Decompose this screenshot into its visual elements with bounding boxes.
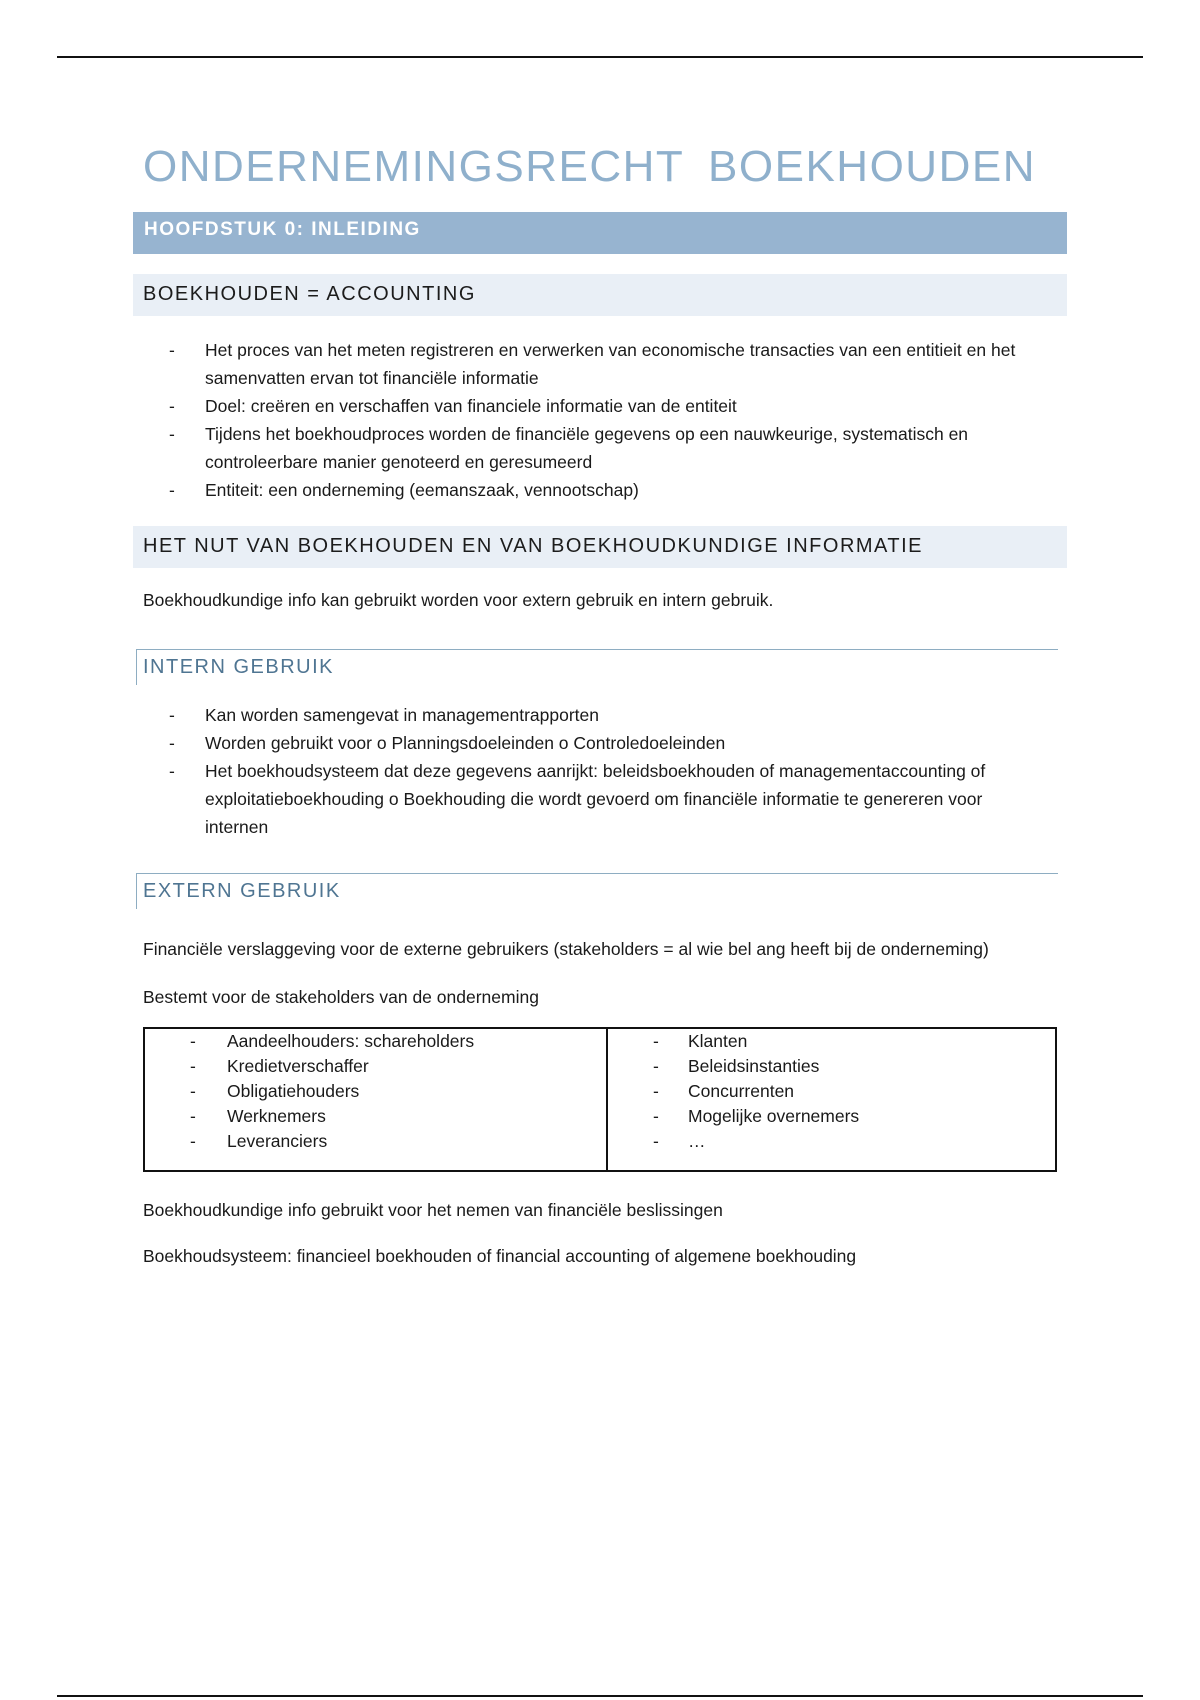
document-title (143, 140, 1067, 194)
stakeholders-table (143, 1027, 1057, 1172)
list-item: - Worden gebruikt voor o Planningsdoeleinden o Controledoeleinden (169, 733, 726, 753)
extern-paragraph-2: Bestemt voor de stakeholders van de onderneming (143, 987, 539, 1007)
list-item: - Tijdens het boekhoudproces worden de financiële gegevens op een nauwkeurige, systematisch en controleerbare manier genoteerd en geresumeerd (169, 424, 969, 472)
subheading-extern-gebruik: EXTERN GEBRUIK (136, 873, 1058, 909)
list-item: - Werknemers (190, 1106, 326, 1126)
stakeholders-column-left (145, 1029, 608, 1170)
list-item: - Obligatiehouders (190, 1081, 360, 1101)
bottom-rule (57, 1695, 1143, 1697)
list-item: - Klanten (653, 1031, 748, 1051)
section-heading-accounting: BOEKHOUDEN = ACCOUNTING (133, 274, 1067, 316)
list-item: - Het proces van het meten registreren en verwerken van economische transacties van een entitieit en het samenvatten ervan tot financiële informatie (169, 340, 1016, 388)
list-item: - Het boekhoudsysteem dat deze gegevens aanrijkt: beleidsboekhouden of managementaccounting of exploitatieboekhouding o Boekhouding die wordt gevoerd om financiële informatie te genereren voor internen (169, 761, 986, 837)
extern-paragraph-4: Boekhoudsysteem: financieel boekhouden of financial accounting of algemene boekhouding (143, 1246, 857, 1266)
list-item: - Concurrenten (653, 1081, 795, 1101)
chapter-heading: HOOFDSTUK 0: INLEIDING (133, 212, 1067, 254)
subheading-intern-gebruik: INTERN GEBRUIK (136, 649, 1058, 685)
extern-paragraph-1: Financiële verslaggeving voor de externe gebruikers (stakeholders = al wie bel ang heeft bij de onderneming) (143, 939, 989, 959)
section-heading-nut: HET NUT VAN BOEKHOUDEN EN VAN BOEKHOUDKUNDIGE INFORMATIE (133, 526, 1067, 568)
title-part-2: BOEKHOUDEN (708, 142, 1036, 191)
list-item: - Kan worden samengevat in managementrapporten (169, 705, 599, 725)
list-item: - Mogelijke overnemers (653, 1106, 860, 1126)
list-item: - Leveranciers (190, 1131, 328, 1151)
title-part-1: ONDERNEMINGSRECHT (143, 142, 685, 191)
extern-paragraph-3: Boekhoudkundige info gebruikt voor het nemen van financiële beslissingen (143, 1200, 723, 1220)
intern-bullet-list (133, 701, 1067, 841)
list-item: - Beleidsinstanties (653, 1056, 820, 1076)
accounting-bullet-list (133, 336, 1067, 504)
list-item: - … (653, 1131, 706, 1151)
page-content (133, 140, 1067, 1270)
list-item: - Doel: creëren en verschaffen van financiele informatie van de entiteit (169, 396, 737, 416)
top-rule (57, 56, 1143, 58)
list-item: - Kredietverschaffer (190, 1056, 369, 1076)
nut-intro-text: Boekhoudkundige info kan gebruikt worden voor extern gebruik en intern gebruik. (143, 590, 774, 610)
list-item: - Aandeelhouders: schareholders (190, 1031, 475, 1051)
list-item: - Entiteit: een onderneming (eemanszaak, vennootschap) (169, 480, 639, 500)
stakeholders-column-right (608, 1029, 1055, 1170)
